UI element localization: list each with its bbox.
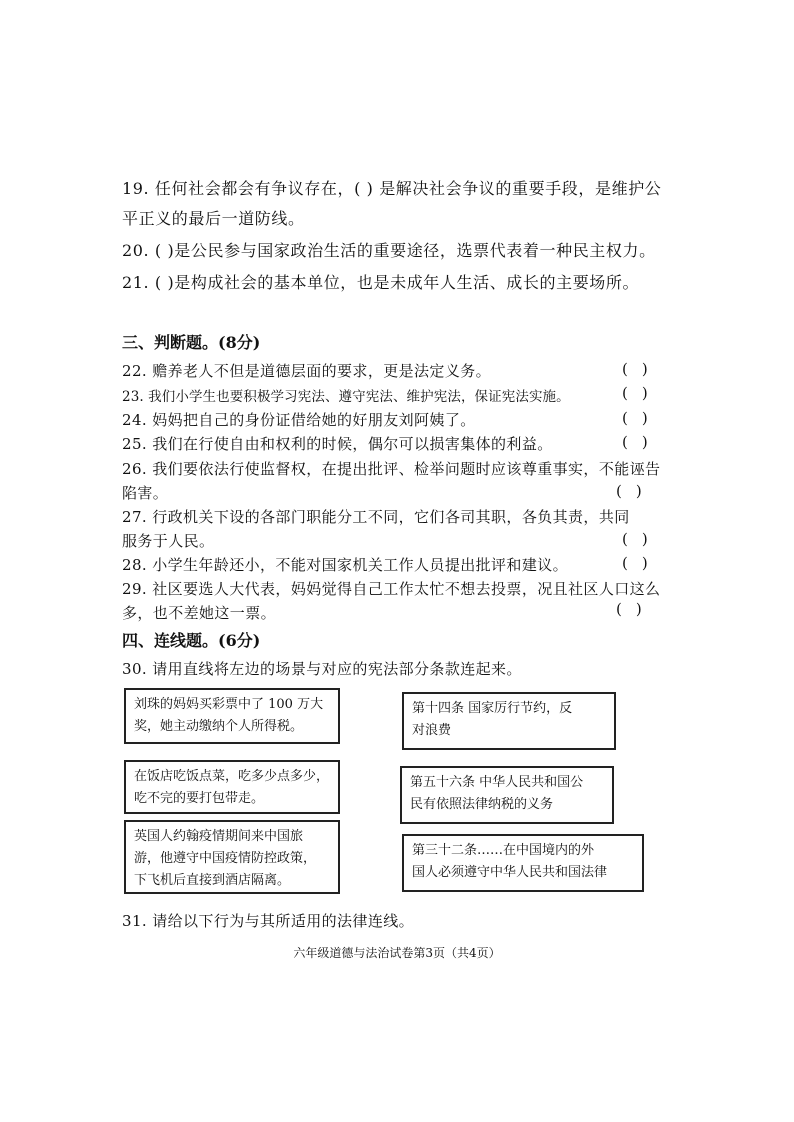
right-box-3-line-1: 第三十二条……在中国境内的外 <box>412 843 595 858</box>
right-box-2-line-1: 第五十六条 中华人民共和国公 <box>410 775 584 790</box>
question-29-line-2: 多，也不差她这一票。 <box>122 604 277 622</box>
question-22: 22. 赡养老人不但是道德层面的要求，更是法定义务。 <box>122 362 492 380</box>
right-box-2-line-2: 民有依照法律纳税的义务 <box>410 797 554 812</box>
question-31: 31. 请给以下行为与其所适用的法律连线。 <box>122 912 415 930</box>
answer-paren-22[interactable]: () <box>622 360 662 378</box>
right-article-box-1[interactable] <box>402 692 616 750</box>
right-article-box-3[interactable] <box>402 834 644 892</box>
section-3-heading: 三、判断题。(8分) <box>122 333 261 352</box>
page-footer: 六年级道德与法治试卷第3页（共4页） <box>293 946 501 960</box>
answer-paren-26[interactable]: () <box>616 482 656 500</box>
right-box-1-line-2: 对浪费 <box>412 723 452 738</box>
section-4-heading: 四、连线题。(6分) <box>122 631 261 650</box>
answer-paren-28[interactable]: () <box>622 554 662 572</box>
answer-paren-24[interactable]: () <box>622 409 662 427</box>
question-27-line-1: 27. 行政机关下设的各部门职能分工不同，它们各司其职，各负其责，共同 <box>122 508 630 526</box>
right-box-3-line-2: 国人必须遵守中华人民共和国法律 <box>412 865 608 880</box>
question-24: 24. 妈妈把自己的身份证借给她的好朋友刘阿姨了。 <box>122 411 476 429</box>
question-26-line-2: 陷害。 <box>122 484 169 502</box>
right-article-box-2[interactable] <box>400 766 614 824</box>
answer-paren-23[interactable]: () <box>622 384 662 402</box>
question-27-line-2: 服务于人民。 <box>122 532 215 550</box>
question-19-line-2: 平正义的最后一道防线。 <box>122 209 305 228</box>
question-26-line-1: 26. 我们要依法行使监督权，在提出批评、检举问题时应该尊重事实，不能诬告 <box>122 460 661 478</box>
left-box-2-line-1: 在饭店吃饭点菜，吃多少点多少， <box>134 769 330 784</box>
question-28: 28. 小学生年龄还小，不能对国家机关工作人员提出批评和建议。 <box>122 556 569 574</box>
question-25: 25. 我们在行使自由和权利的时候，偶尔可以损害集体的利益。 <box>122 435 553 453</box>
left-box-1-line-2: 奖，她主动缴纳个人所得税。 <box>134 719 304 734</box>
left-scenario-box-2[interactable] <box>124 760 340 814</box>
question-21: 21. ( )是构成社会的基本单位，也是未成年人生活、成长的主要场所。 <box>122 273 640 292</box>
right-box-1-line-1: 第十四条 国家厉行节约，反 <box>412 701 573 716</box>
question-30: 30. 请用直线将左边的场景与对应的宪法部分条款连起来。 <box>122 660 522 678</box>
left-box-3-line-3: 下飞机后直接到酒店隔离。 <box>134 873 291 888</box>
left-box-1-line-1: 刘珠的妈妈买彩票中了 100 万大 <box>134 697 324 712</box>
question-23: 23. 我们小学生也要积极学习宪法、遵守宪法、维护宪法，保证宪法实施。 <box>122 389 570 405</box>
left-box-3-line-1: 英国人约翰疫情期间来中国旅 <box>134 829 304 844</box>
left-box-3-line-2: 游，他遵守中国疫情防控政策， <box>134 851 317 866</box>
answer-paren-27[interactable]: () <box>622 530 662 548</box>
question-20: 20. ( )是公民参与国家政治生活的重要途径，选票代表着一种民主权力。 <box>122 241 656 260</box>
left-box-2-line-2: 吃不完的要打包带走。 <box>134 791 265 806</box>
answer-paren-25[interactable]: () <box>622 433 662 451</box>
left-scenario-box-1[interactable] <box>124 688 340 744</box>
answer-paren-29[interactable]: () <box>616 600 656 618</box>
question-19-line-1: 19. 任何社会都会有争议存在，( ) 是解决社会争议的重要手段，是维护公 <box>122 179 662 198</box>
left-scenario-box-3[interactable] <box>124 820 340 894</box>
question-29-line-1: 29. 社区要选人大代表，妈妈觉得自己工作太忙不想去投票，况且社区人口这么 <box>122 580 661 598</box>
